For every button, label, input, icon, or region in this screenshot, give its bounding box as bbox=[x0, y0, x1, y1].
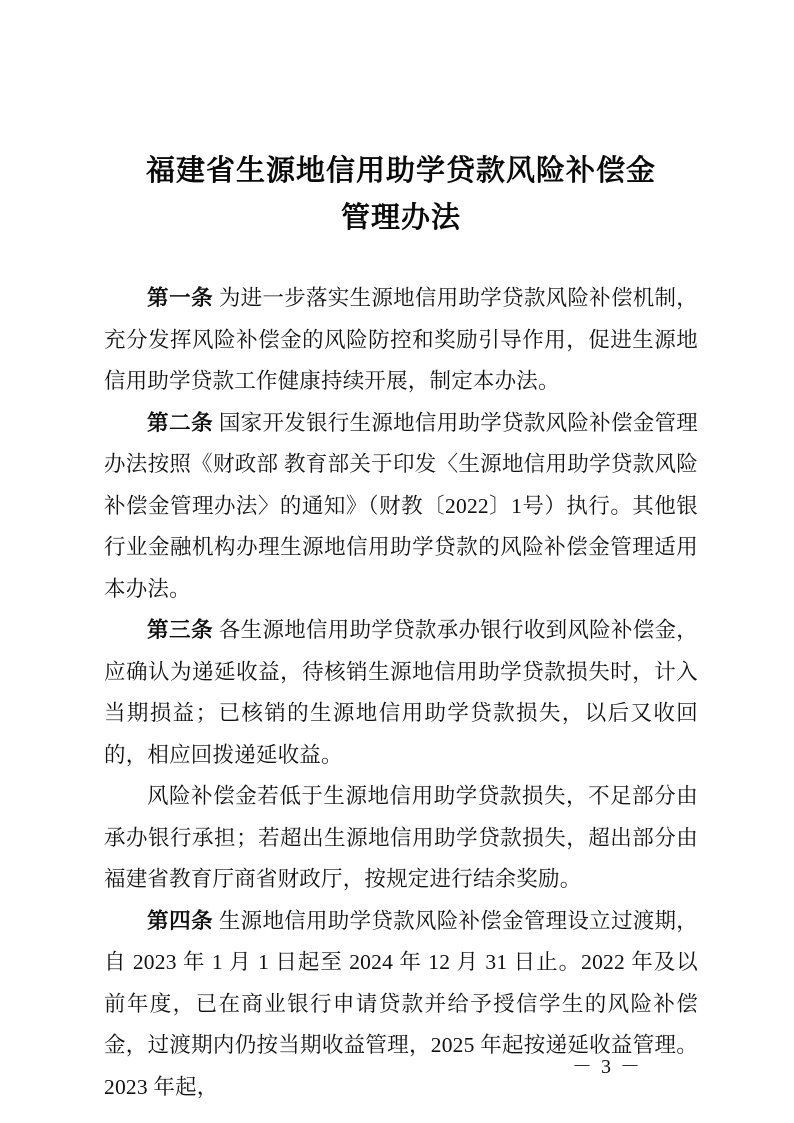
document-body bbox=[104, 0, 698, 1108]
article-text-2: 国家开发银行生源地信用助学贷款风险补偿金管理办法按照《财政部 教育部关于印发〈生源地信用助学贷款风险补偿金管理办法〉的通知》（财教〔2022〕1号）执行。其他银行业金融机构办理生源地信用助学贷款的风险补偿金管理适用本办法。 bbox=[104, 410, 698, 601]
title-line-1: 福建省生源地信用助学贷款风险补偿金 bbox=[145, 155, 656, 187]
page-number bbox=[0, 1050, 794, 1079]
page-number-value: － 3 － bbox=[572, 1056, 642, 1078]
title-line-2: 管理办法 bbox=[340, 202, 461, 234]
article-text-4: 风险补偿金若低于生源地信用助学贷款损失，不足部分由承办银行承担；若超出生源地信用助学贷款损失，超出部分由福建省教育厅商省财政厅，按规定进行结余奖励。 bbox=[104, 784, 698, 891]
article-label-3: 第三条 bbox=[147, 618, 214, 642]
article-text-5: 生源地信用助学贷款风险补偿金管理设立过渡期，自 2023 年 1 月 1 日起至 2024 年 12 月 31 日止。2022 年及以前年度，已在商业银行申请贷款并给予授信学生的风险补偿金，过渡期内仍按当期收益管理，2025 年起按递延收益管理。2023 年起， bbox=[104, 908, 698, 1099]
page-title bbox=[104, 0, 698, 242]
article-paragraph-4 bbox=[104, 776, 698, 901]
article-label-2: 第二条 bbox=[147, 410, 214, 435]
article-paragraph-3 bbox=[104, 610, 698, 776]
article-label-5: 第四条 bbox=[147, 908, 214, 933]
article-text-1: 为进一步落实生源地信用助学贷款风险补偿机制，充分发挥风险补偿金的风险防控和奖励引导作用，促进生源地信用助学贷款工作健康持续开展，制定本办法。 bbox=[104, 286, 698, 393]
article-paragraph-2 bbox=[104, 403, 698, 611]
article-label-1: 第一条 bbox=[147, 286, 214, 310]
article-paragraph-1 bbox=[104, 278, 698, 403]
article-text-3: 各生源地信用助学贷款承办银行收到风险补偿金，应确认为递延收益，待核销生源地信用助学贷款损失时，计入当期损益；已核销的生源地信用助学贷款损失，以后又收回的，相应回拨递延收益。 bbox=[104, 618, 698, 767]
